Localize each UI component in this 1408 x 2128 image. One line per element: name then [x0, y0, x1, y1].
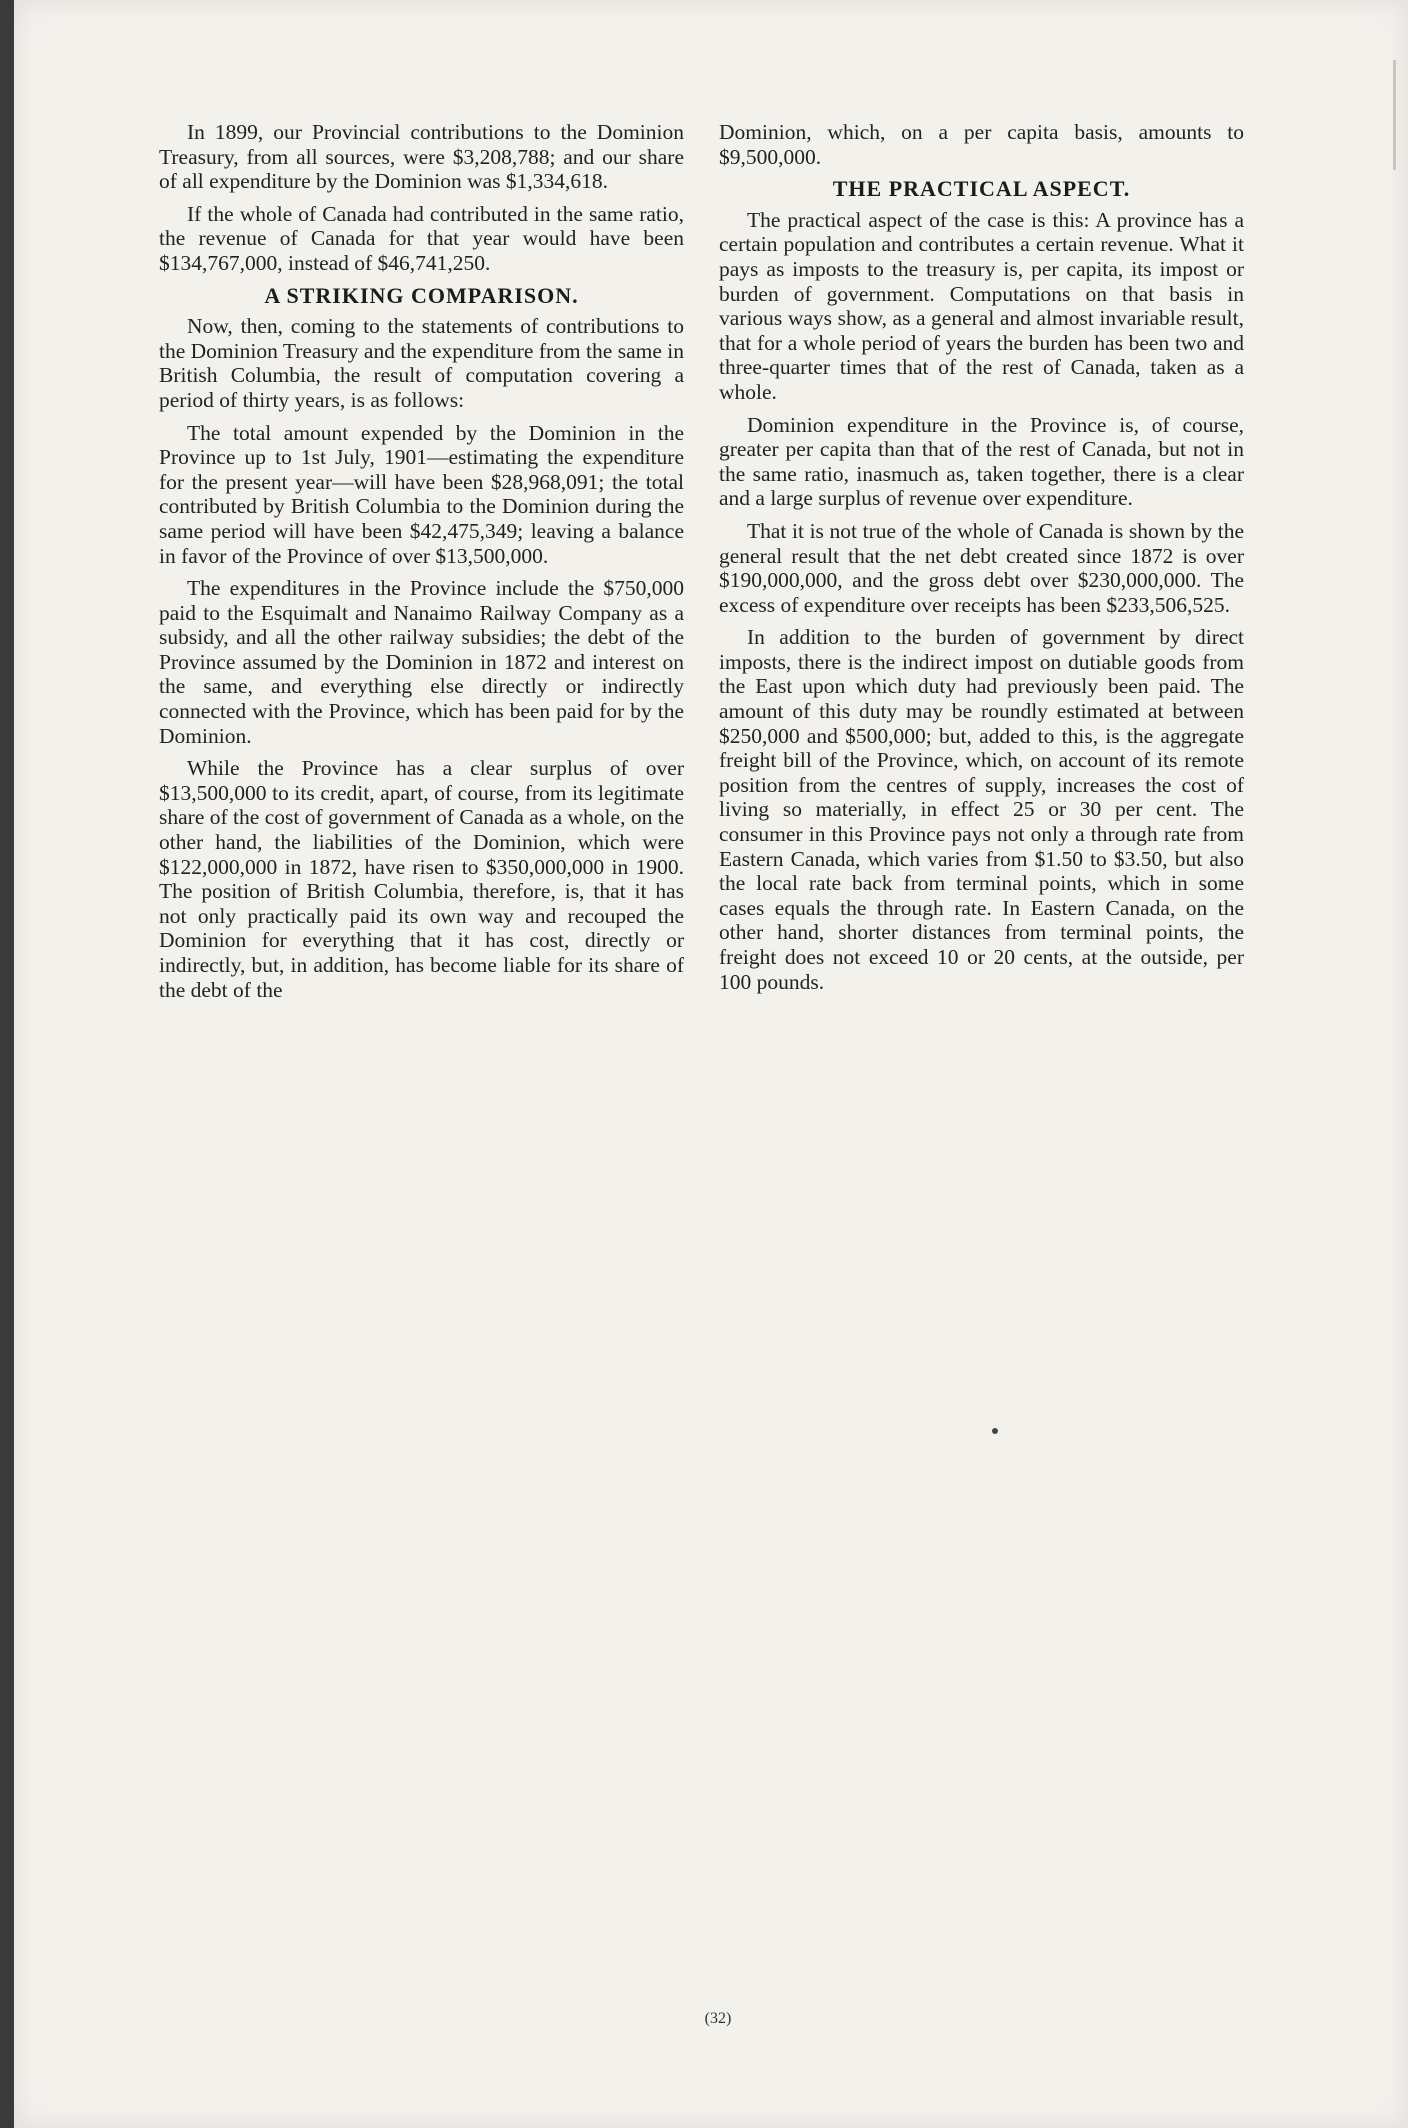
paragraph: If the whole of Canada had contributed in the same ratio, the revenue of Canada for that year would have been $134,767,000, instead of $46,741,250.	[159, 201, 684, 275]
right-column	[719, 120, 1244, 1002]
paragraph: The practical aspect of the case is this: A province has a certain population and contributes a certain revenue. What it pays as imposts to the treasury is, per capita, its impost or burden of government. Computations on that basis in various ways show, as a general and almost invariable result, that for a whole period of years the burden has been two and three-quarter times that of the rest of Canada, taken as a whole.	[719, 207, 1244, 404]
paragraph: The expenditures in the Province include the $750,000 paid to the Esquimalt and Nanaimo Railway Company as a subsidy, and all the other railway subsidies; the debt of the Province assumed by the Dominion in 1872 and interest on the same, and everything else directly or indirectly connected with the Province, which has been paid for by the Dominion.	[159, 576, 684, 748]
paragraph: Dominion expenditure in the Province is, of course, greater per capita than that of the rest of Canada, but not in the same ratio, inasmuch as, taken together, there is a clear and a large surplus of revenue over expenditure.	[719, 412, 1244, 511]
document-page	[14, 0, 1408, 2128]
left-column	[159, 120, 684, 1010]
section-heading: THE PRACTICAL ASPECT.	[832, 176, 1131, 202]
paragraph: Now, then, coming to the statements of contributions to the Dominion Treasury and the expenditure from the same in British Columbia, the result of computation covering a period of thirty years, is as follows:	[159, 314, 684, 412]
section-heading: A STRIKING COMPARISON.	[264, 282, 579, 308]
paragraph: While the Province has a clear surplus of over $13,500,000 to its credit, apart, of course, from its legitimate share of the cost of government of Canada as a whole, on the other hand, the liabilities of the Dominion, which were $122,000,000 in 1872, have risen to $350,000,000 in 1900. The position of British Columbia, therefore, is, that it has not only practically paid its own way and recouped the Dominion for everything that it has cost, directly or indirectly, but, in addition, has become liable for its share of the debt of the	[159, 756, 684, 1002]
paragraph: In 1899, our Provincial contributions to the Dominion Treasury, from all sources, were $3,208,788; and our share of all expenditure by the Dominion was $1,334,618.	[159, 120, 684, 194]
paragraph: In addition to the burden of government by direct imposts, there is the indirect impost on dutiable goods from the East upon which duty had previously been paid. The amount of this duty may be roundly estimated at between $250,000 and $500,000; but, added to this, is the aggregate freight bill of the Province, which, on account of its remote position from the centres of supply, increases the cost of living so materially, in effect 25 or 30 per cent. The consumer in this Province pays not only a through rate from Eastern Canada, which varies from $1.50 to $3.50, but also the local rate back from terminal points, which in some cases equals the through rate. In Eastern Canada, on the other hand, shorter distances from terminal points, the freight does not exceed 10 or 20 cents, at the outside, per 100 pounds.	[719, 625, 1244, 994]
page-edge-mark	[1393, 60, 1396, 170]
paragraph: That it is not true of the whole of Canada is shown by the general result that the net debt created since 1872 is over $190,000,000, and the gross debt over $230,000,000. The excess of expenditure over receipts has been $233,506,525.	[719, 518, 1244, 617]
page-number: (32)	[704, 2010, 732, 2027]
paragraph: Dominion, which, on a per capita basis, amounts to $9,500,000.	[719, 120, 1244, 169]
ink-speck	[992, 1428, 998, 1434]
paragraph: The total amount expended by the Dominion in the Province up to 1st July, 1901—estimating the expenditure for the present year—will have been $28,968,091; the total contributed by British Columbia to the Dominion during the same period will have been $42,475,349; leaving a balance in favor of the Province of over $13,500,000.	[159, 420, 684, 568]
